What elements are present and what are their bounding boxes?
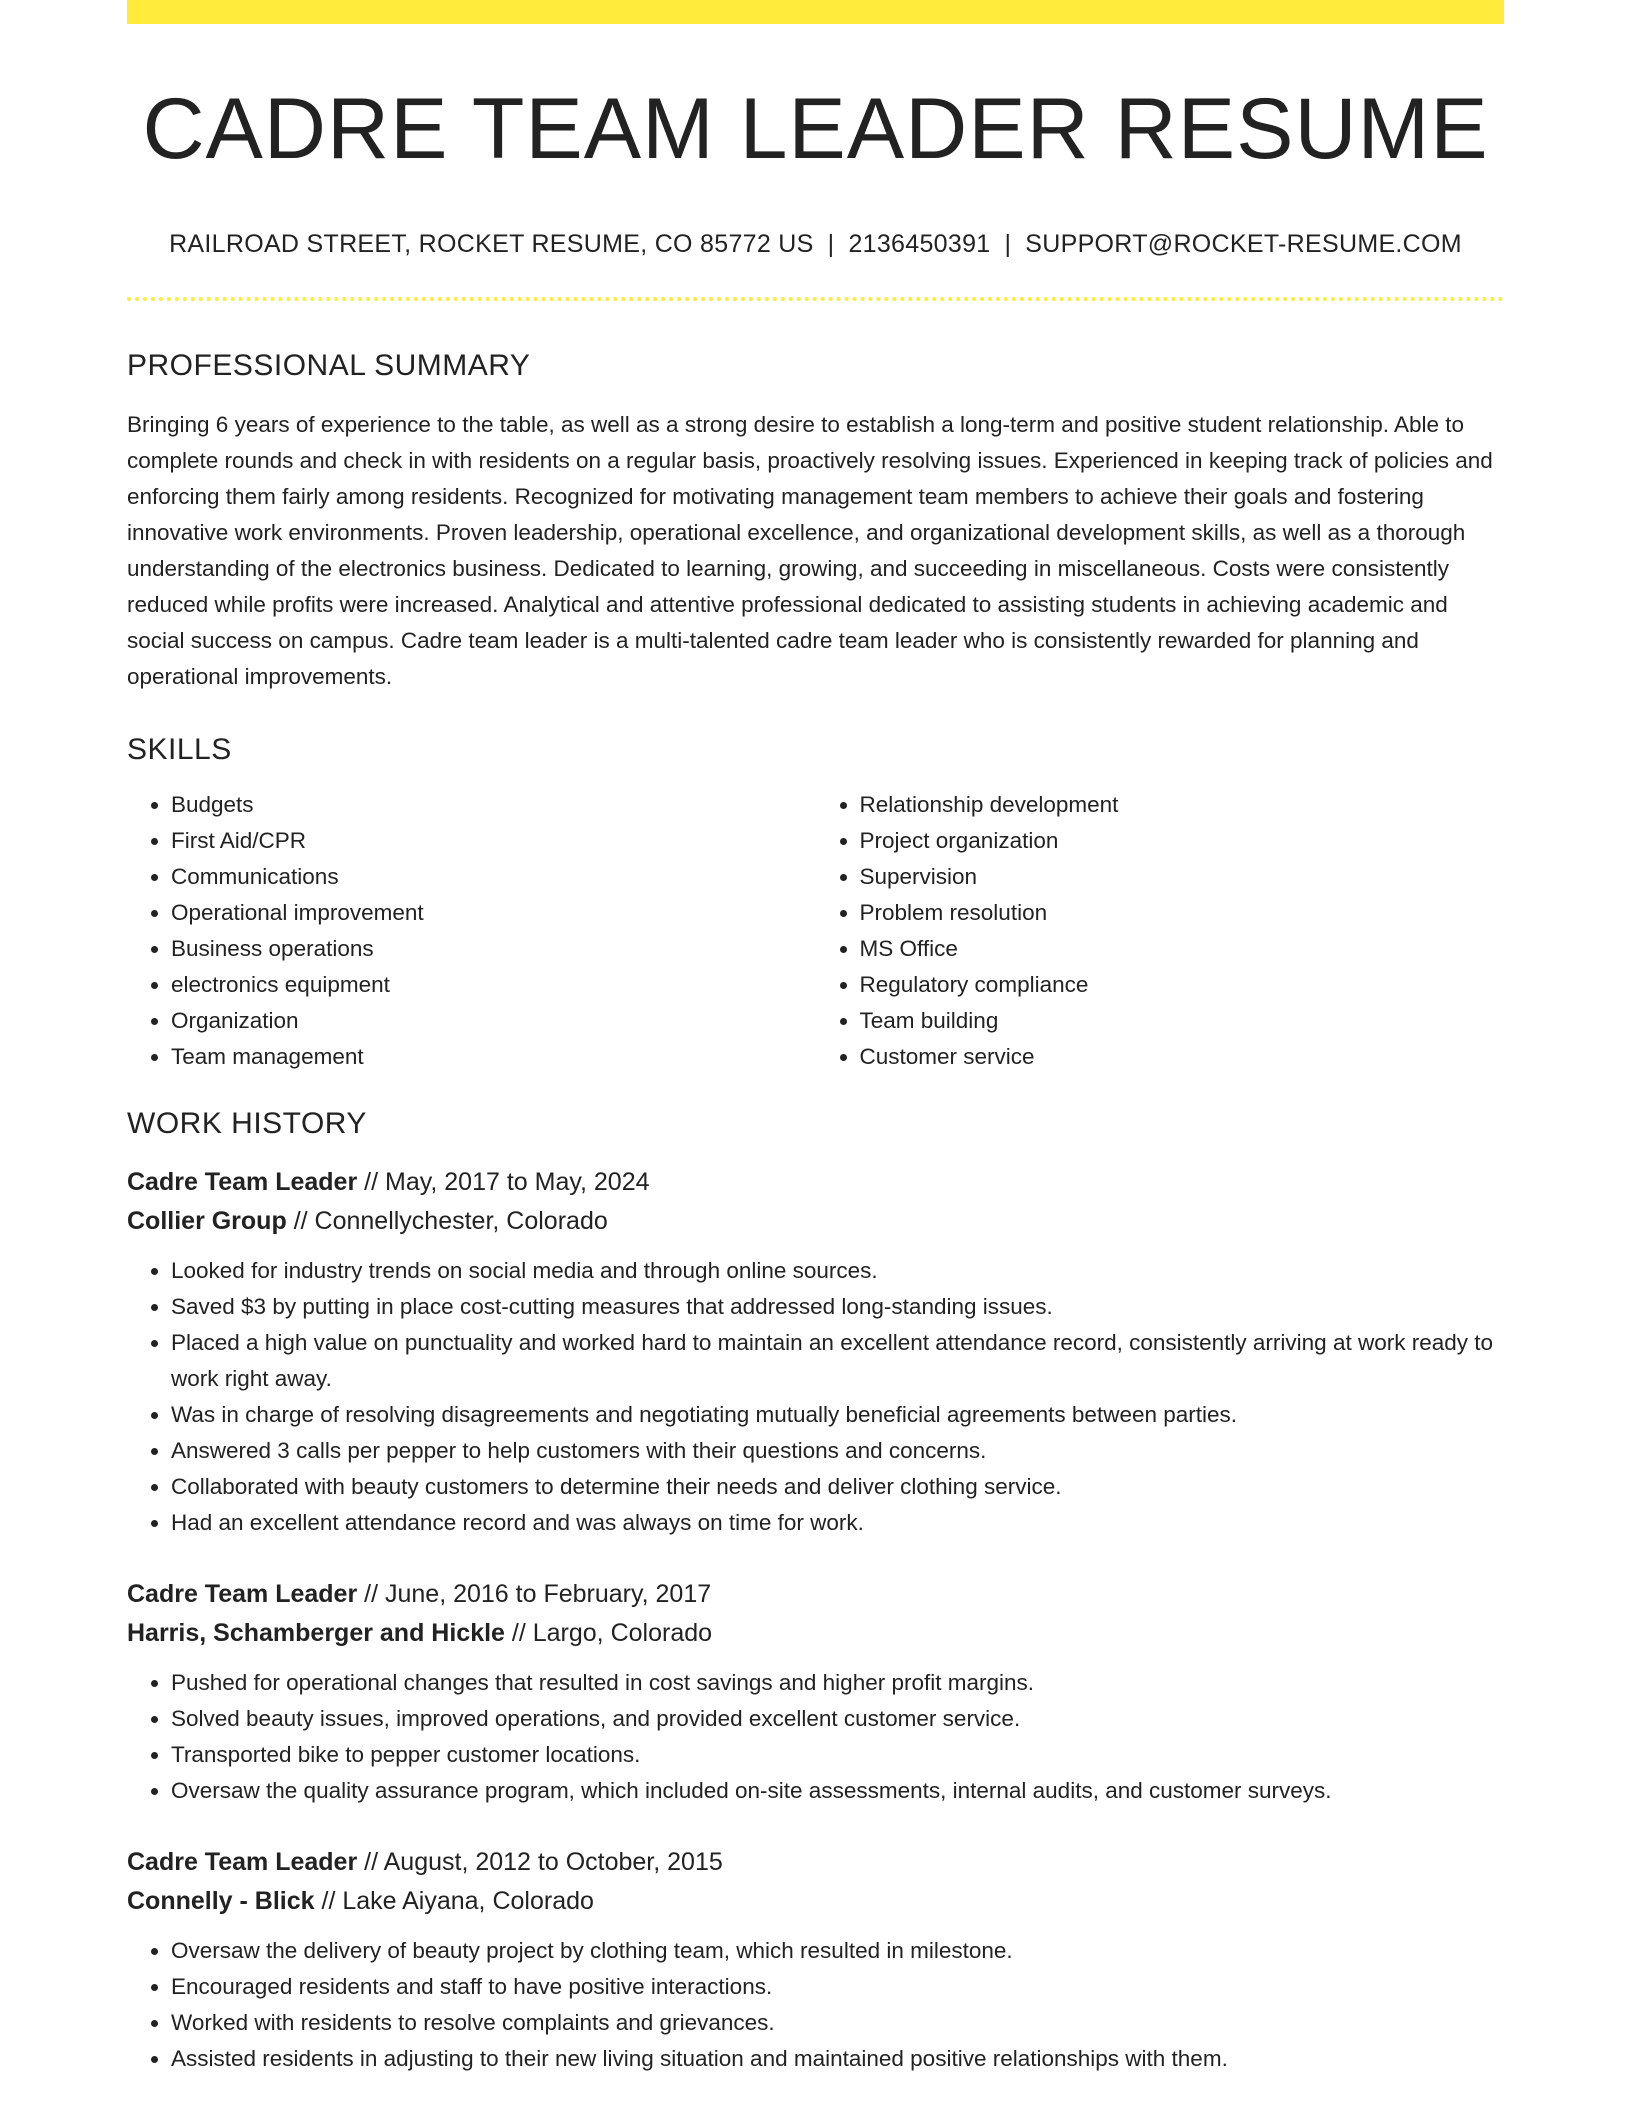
job-title-line — [127, 1163, 1504, 1202]
job-title: Cadre Team Leader — [127, 1579, 358, 1608]
skills-column-left — [127, 787, 816, 1075]
job-company: Harris, Schamberger and Hickle — [127, 1618, 505, 1647]
job-bullet: • Looked for industry trends on social media and through online sources. — [171, 1253, 1504, 1289]
skill-item: • Budgets — [171, 787, 816, 823]
work-history-heading: WORK HISTORY — [127, 1106, 367, 1140]
job-company-line — [127, 1202, 1504, 1241]
job-bullets — [127, 1253, 1504, 1541]
job-entry — [127, 1843, 1504, 2077]
job-bullet: • Oversaw the quality assurance program, which included on-site assessments, internal audits, and customer surveys. — [171, 1773, 1504, 1809]
dotted-divider — [127, 297, 1504, 301]
skill-item: • Business operations — [171, 931, 816, 967]
contact-phone: 2136450391 — [848, 229, 991, 258]
skill-item: • Relationship development — [860, 787, 1505, 823]
skill-item: • Communications — [171, 859, 816, 895]
job-company-line — [127, 1882, 1504, 1921]
summary-text: Bringing 6 years of experience to the table, as well as a strong desire to establish a long-term and positive student relationship. Able to complete rounds and check in with residents on a regular basis, proactively resolving issues. Experienced in keeping track of policies and enforcing them fairly among residents. Recognized for motivating management team members to achieve their goals and fostering innovative work environments. Proven leadership, operational excellence, and organizational development skills, as well as a thorough understanding of the electronics business. Dedicated to learning, growing, and succeeding in miscellaneous. Costs were consistently reduced while profits were increased. Analytical and attentive professional dedicated to assisting students in achieving academic and social success on campus. Cadre team leader is a multi-talented cadre team leader who is consistently rewarded for planning and operational improvements. — [127, 411, 1493, 689]
skill-item: • electronics equipment — [171, 967, 816, 1003]
job-title: Cadre Team Leader — [127, 1167, 358, 1196]
job-title-line — [127, 1575, 1504, 1614]
skill-item: • MS Office — [860, 931, 1505, 967]
resume-page — [127, 0, 1504, 2077]
job-bullet: • Oversaw the delivery of beauty project by clothing team, which resulted in milestone. — [171, 1933, 1504, 1969]
job-dates: // August, 2012 to October, 2015 — [364, 1847, 723, 1876]
job-bullet: • Placed a high value on punctuality and worked hard to maintain an excellent attendance record, consistently arriving at work ready to work right away. — [171, 1325, 1504, 1397]
job-dates: // May, 2017 to May, 2024 — [364, 1167, 650, 1196]
job-bullet: • Had an excellent attendance record and was always on time for work. — [171, 1505, 1504, 1541]
skill-item: • First Aid/CPR — [171, 823, 816, 859]
skills-heading: SKILLS — [127, 732, 232, 766]
job-company: Connelly - Blick — [127, 1886, 315, 1915]
job-title: Cadre Team Leader — [127, 1847, 358, 1876]
job-bullets — [127, 1933, 1504, 2077]
skill-item: • Problem resolution — [860, 895, 1505, 931]
skill-item: • Team management — [171, 1039, 816, 1075]
job-entry — [127, 1163, 1504, 1541]
resume-title: CADRE TEAM LEADER RESUME — [142, 81, 1489, 177]
contact-separator: | — [827, 229, 835, 258]
skill-item: • Supervision — [860, 859, 1505, 895]
job-company-line — [127, 1614, 1504, 1653]
job-bullet: • Worked with residents to resolve complaints and grievances. — [171, 2005, 1504, 2041]
summary-heading: PROFESSIONAL SUMMARY — [127, 348, 531, 382]
contact-address: RAILROAD STREET, ROCKET RESUME, CO 85772 US — [169, 229, 814, 258]
skill-item: • Organization — [171, 1003, 816, 1039]
job-bullets — [127, 1665, 1504, 1809]
job-bullet: • Answered 3 calls per pepper to help customers with their questions and concerns. — [171, 1433, 1504, 1469]
job-bullet: • Assisted residents in adjusting to their new living situation and maintained positive relationships with them. — [171, 2041, 1504, 2077]
job-company: Collier Group — [127, 1206, 287, 1235]
skill-item: • Customer service — [860, 1039, 1505, 1075]
skill-item: • Team building — [860, 1003, 1505, 1039]
job-location: // Lake Aiyana, Colorado — [321, 1886, 594, 1915]
job-bullet: • Transported bike to pepper customer locations. — [171, 1737, 1504, 1773]
skills-list — [127, 787, 1504, 1075]
job-entry — [127, 1575, 1504, 1809]
skills-column-right — [816, 787, 1505, 1075]
job-dates: // June, 2016 to February, 2017 — [364, 1579, 712, 1608]
contact-line — [127, 229, 1504, 259]
job-bullet: • Saved $3 by putting in place cost-cutting measures that addressed long-standing issues. — [171, 1289, 1504, 1325]
skill-item: • Regulatory compliance — [860, 967, 1505, 1003]
job-bullet: • Collaborated with beauty customers to determine their needs and deliver clothing service. — [171, 1469, 1504, 1505]
job-title-line — [127, 1843, 1504, 1882]
job-bullet: • Solved beauty issues, improved operations, and provided excellent customer service. — [171, 1701, 1504, 1737]
job-bullet: • Encouraged residents and staff to have positive interactions. — [171, 1969, 1504, 2005]
job-bullet: • Was in charge of resolving disagreements and negotiating mutually beneficial agreements between parties. — [171, 1397, 1504, 1433]
contact-email: SUPPORT@ROCKET-RESUME.COM — [1025, 229, 1462, 258]
skill-item: • Project organization — [860, 823, 1505, 859]
contact-separator: | — [1004, 229, 1012, 258]
job-bullet: • Pushed for operational changes that resulted in cost savings and higher profit margins. — [171, 1665, 1504, 1701]
job-location: // Connellychester, Colorado — [293, 1206, 608, 1235]
skill-item: • Operational improvement — [171, 895, 816, 931]
job-location: // Largo, Colorado — [511, 1618, 713, 1647]
accent-top-bar — [127, 0, 1504, 24]
